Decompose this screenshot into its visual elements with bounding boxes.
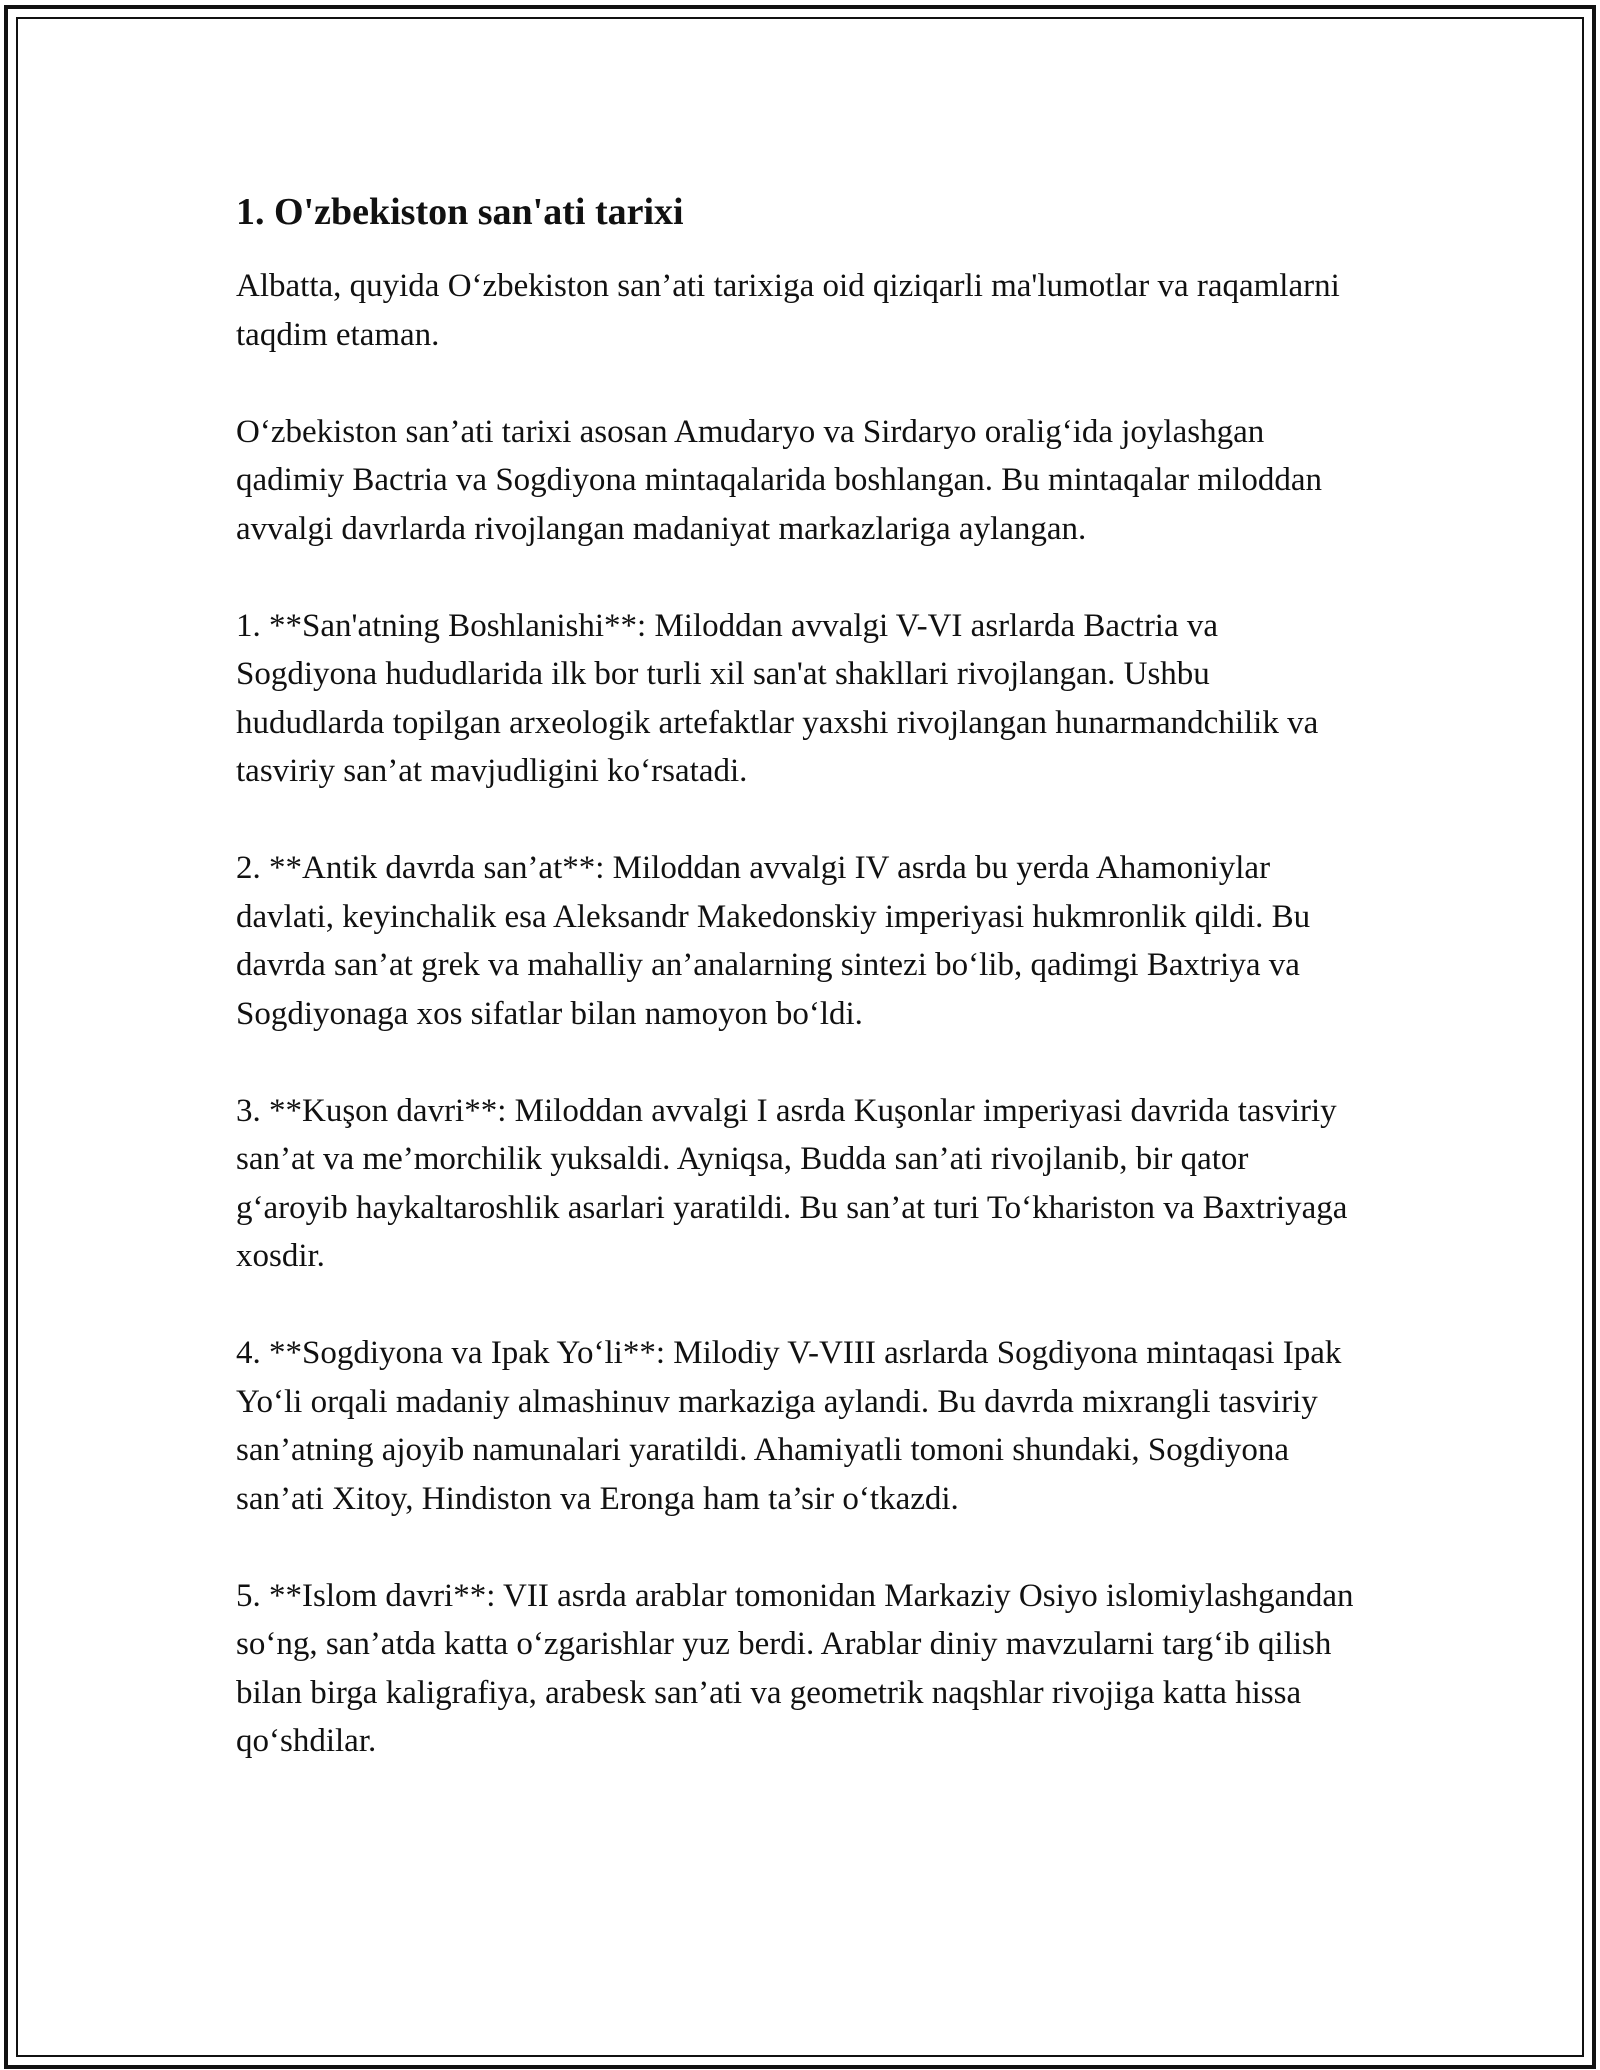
list-item-5-paragraph: 5. **Islom davri**: VII asrda arablar tomonidan Markaziy Osiyo islomiylashgandan so‘ng, san’atda katta o‘zgarishlar yuz berdi. Arablar diniy mavzularni targ‘ib qilish bilan birga kaligrafiya, arabesk san’ati va geometrik naqshlar rivojiga katta hissa qo‘shdilar.: [236, 1577, 1354, 1759]
list-item-3-paragraph: 3. **Kuşon davri**: Miloddan avvalgi I asrda Kuşonlar imperiyasi davrida tasviriy san’at va me’morchilik yuksaldi. Ayniqsa, Budda san’ati rivojlanib, bir qator g‘aroyib haykaltaroshlik asarlari yaratildi. Bu san’at turi To‘khariston va Baxtriyaga xosdir.: [236, 1092, 1348, 1274]
list-item-1-paragraph: 1. **San'atning Boshlanishi**: Miloddan avvalgi V-VI asrlarda Bactria va Sogdiyona hududlarida ilk bor turli xil san'at shakllari rivojlangan. Ushbu hududlarda topilgan arxeologik artefaktlar yaxshi rivojlangan hunarmandchilik va tasviriy san’at mavjudligini ko‘rsatadi.: [236, 607, 1319, 789]
overview-paragraph: O‘zbekiston san’ati tarixi asosan Amudaryo va Sirdaryo oralig‘ida joylashgan qadimiy Bactria va Sogdiyona mintaqalarida boshlangan. Bu mintaqalar miloddan avvalgi davrlarda rivojlangan madaniyat markazlariga aylangan.: [236, 413, 1322, 547]
intro-paragraph: Albatta, quyida O‘zbekiston san’ati tarixiga oid qiziqarli ma'lumotlar va raqamlarni taqdim etaman.: [236, 268, 1340, 353]
list-item-4-paragraph: 4. **Sogdiyona va Ipak Yo‘li**: Milodiy V-VIII asrlarda Sogdiyona mintaqasi Ipak Yo‘li orqali madaniy almashinuv markaziga aylandi. Bu davrda mixrangli tasviriy san’atning ajoyib namunalari yaratildi. Ahamiyatli tomoni shundaki, Sogdiyona san’ati Xitoy, Hindiston va Eronga ham ta’sir o‘tkazdi.: [236, 1335, 1342, 1517]
document-title: 1. O'zbekiston san'ati tarixi: [236, 191, 684, 233]
list-item-2-paragraph: 2. **Antik davrda san’at**: Miloddan avvalgi IV asrda bu yerda Ahamoniylar davlati, keyinchalik esa Aleksandr Makedonskiy imperiyasi hukmronlik qildi. Bu davrda san’at grek va mahalliy an’analarning sintezi bo‘lib, qadimgi Baxtriya va Sogdiyonaga xos sifatlar bilan namoyon bo‘ldi.: [236, 850, 1311, 1032]
document-body: [236, 186, 1366, 1814]
